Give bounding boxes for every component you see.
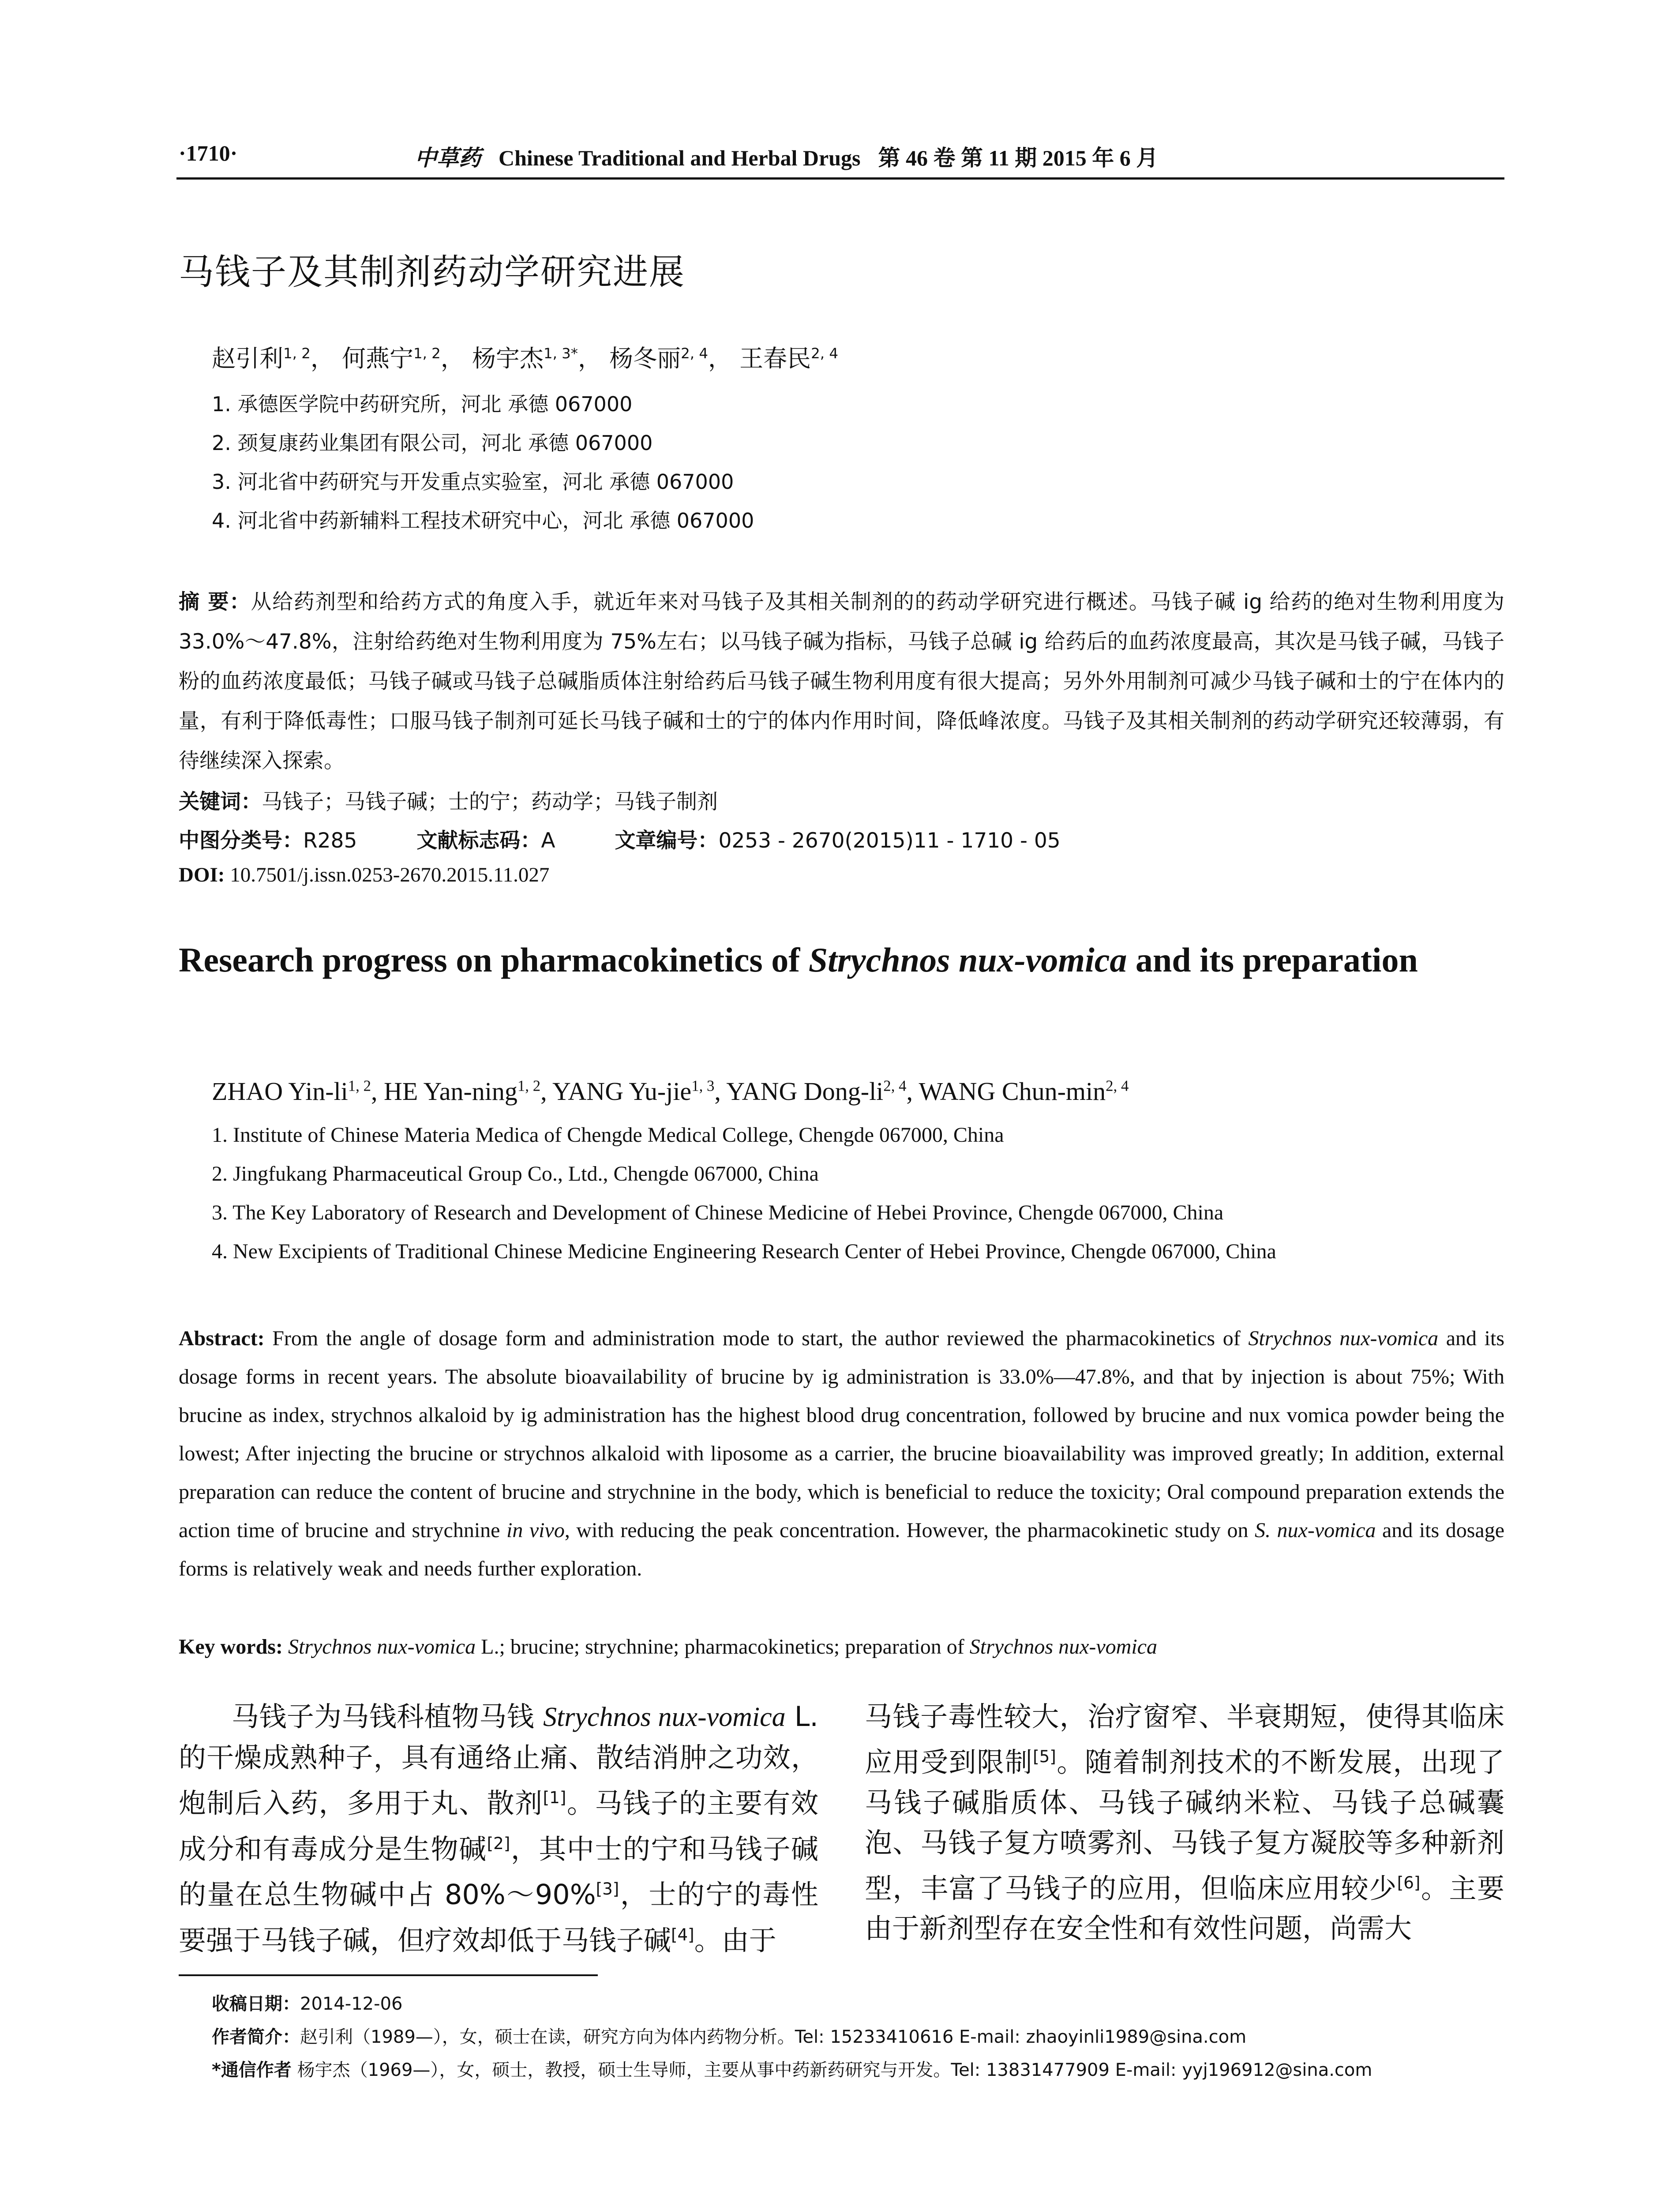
author-sep: ，	[708, 345, 732, 372]
cn-author-affil: 1, 2	[283, 345, 311, 362]
running-header	[415, 140, 1158, 172]
en-author-affil: 2, 4	[1106, 1077, 1129, 1095]
cn-author: 王春民	[739, 345, 811, 372]
clc-value: R285	[303, 829, 357, 853]
citation[interactable]: [6]	[1397, 1872, 1421, 1892]
citation[interactable]: [1]	[543, 1788, 566, 1807]
citation[interactable]: [5]	[1033, 1747, 1056, 1766]
articleno-label: 文章编号：	[615, 829, 719, 853]
cn-author: 杨宇杰	[472, 345, 544, 372]
received-date: 2014-12-06	[300, 1994, 403, 2014]
doi-label: DOI:	[179, 863, 225, 886]
corresponding-bio: 杨宇杰（1969—），女，硕士，教授，硕士生导师，主要从事中药新药研究与开发。Tel: 13831477909 E-mail: yyj196912@sina.com	[291, 2060, 1372, 2080]
cn-title: 马钱子及其制剂药动学研究进展	[179, 251, 685, 293]
en-affiliation: 1. Institute of Chinese Materia Medica of Chengde Medical College, Chengde 067000, China	[212, 1123, 1004, 1147]
doccode-value: A	[541, 829, 555, 853]
cn-author: 杨冬丽	[609, 345, 681, 372]
page-number: ·1710·	[179, 141, 238, 165]
cn-authors	[212, 340, 838, 374]
en-authors	[212, 1077, 1129, 1106]
footnote-author	[212, 2023, 1246, 2048]
received-label: 收稿日期：	[212, 1994, 300, 2014]
cn-keywords-text: 马钱子；马钱子碱；士的宁；药动学；马钱子制剂	[262, 790, 718, 814]
cn-affiliation: 3. 河北省中药研究与开发重点实验室，河北 承德 067000	[212, 470, 734, 494]
en-author-affil: 2, 4	[883, 1077, 907, 1095]
body-text: 马钱子毒性较大，治疗窗窄、半衰期短，使得其临床应用受到限制	[865, 1700, 1504, 1778]
cn-affiliation: 4. 河北省中药新辅料工程技术研究中心，河北 承德 067000	[212, 509, 754, 533]
author-sep: ，	[440, 345, 465, 372]
cn-affiliation: 2. 颈复康药业集团有限公司，河北 承德 067000	[212, 431, 653, 455]
corresponding-label: *通信作者	[212, 2060, 292, 2080]
citation[interactable]: [2]	[487, 1833, 510, 1853]
en-title-species: Strychnos nux-vomica	[808, 941, 1127, 979]
body-text: L. 的干燥成熟种子，具有通络止痛、散结消肿之功效，炮制后入药，多用于丸、散剂	[179, 1700, 818, 1820]
author-bio: 赵引利（1989—），女，硕士在读，研究方向为体内药物分析。Tel: 15233410616 E-mail: zhaoyinli1989@sina.com	[300, 2027, 1247, 2047]
body-text: 。由于	[694, 1924, 776, 1957]
cn-keywords	[179, 785, 718, 815]
body-column-right	[865, 1696, 1504, 1948]
en-keyword-species: Strychnos nux-vomica	[969, 1635, 1157, 1658]
author-sep: ，	[578, 345, 602, 372]
articleno-value: 0253 - 2670(2015)11 - 1710 - 05	[718, 829, 1061, 853]
en-author: YANG Dong-li	[726, 1077, 884, 1106]
doi-line	[179, 863, 549, 887]
en-abstract-species: Strychnos nux-vomica	[1248, 1327, 1439, 1350]
en-affiliation: 4. New Excipients of Traditional Chinese Medicine Engineering Research Center of Hebei Province, Chengde 067000, China	[212, 1240, 1276, 1263]
citation[interactable]: [3]	[596, 1879, 619, 1899]
en-abstract-text: and its dosage forms in recent years. The absolute bioavailability of brucine by ig administration is 33.0%—47.8%, and that by injection is about 75%; With brucine as index, strychnos alkaloid by ig administration has the highest blood drug concentration, followed by brucine and nux vomica powder being the lowest; After injecting the brucine or strychnos alkaloid with liposome as a carrier, the brucine bioavailability was improved greatly; In addition, external preparation can reduce the content of brucine and strychnine in the body, which is beneficial to reduce the toxicity; Oral compound preparation extends the action time of brucine and strychnine	[179, 1327, 1505, 1542]
body-text: 。主要由于新剂型存在安全性和有效性问题，尚需大	[865, 1872, 1504, 1945]
en-abstract-text: and its dosage forms is relatively weak and needs further exploration.	[179, 1519, 1504, 1580]
en-keyword-species: Strychnos nux-vomica	[288, 1635, 476, 1658]
footnote-rule	[179, 1974, 598, 1976]
author-sep: ,	[906, 1077, 919, 1106]
author-sep: ,	[371, 1077, 384, 1106]
cn-affiliation: 1. 承德医学院中药研究所，河北 承德 067000	[212, 392, 633, 416]
en-keywords	[179, 1635, 1157, 1659]
body-text: 马钱子为马钱科植物马钱	[232, 1700, 544, 1733]
doi-value: 10.7501/j.issn.0253-2670.2015.11.027	[230, 863, 550, 886]
cn-author-affil: 2, 4	[811, 345, 838, 362]
en-title-text: Research progress on pharmacokinetics of	[179, 941, 809, 979]
clc-label: 中图分类号：	[179, 829, 303, 853]
en-title-text: and its preparation	[1127, 941, 1418, 979]
en-affiliation: 3. The Key Laboratory of Research and Development of Chinese Medicine of Hebei Province, Chengde 067000, China	[212, 1201, 1224, 1224]
body-text: 。马钱子的主要有效成分和有毒成分是生物碱	[179, 1787, 818, 1865]
body-text: 。随着制剂技术的不断发展，出现了马钱子碱脂质体、马钱子碱纳米粒、马钱子总碱囊泡、马钱子复方喷雾剂、马钱子复方凝胶等多种新剂型，丰富了马钱子的应用，但临床应用较少	[865, 1746, 1504, 1905]
en-abstract-label: Abstract:	[179, 1327, 265, 1350]
doccode-label: 文献标志码：	[416, 829, 541, 853]
en-abstract-species: S. nux-vomica	[1255, 1519, 1376, 1542]
author-bio-label: 作者简介：	[212, 2027, 300, 2047]
cn-classification	[179, 824, 1061, 854]
footnote-received	[212, 1990, 402, 2015]
cn-abstract-label: 摘 要：	[179, 590, 251, 614]
en-author-affil: 1, 2	[517, 1077, 541, 1095]
en-affiliation: 2. Jingfukang Pharmaceutical Group Co., Ltd., Chengde 067000, China	[212, 1162, 819, 1186]
body-column-left	[179, 1696, 818, 1961]
body-text: ，其中士的宁和马钱子碱的量在总生物碱中占 80%～90%	[179, 1833, 818, 1911]
journal-issue: 第 46 卷 第 11 期 2015 年 6 月	[878, 146, 1159, 170]
en-author: YANG Yu-jie	[552, 1077, 692, 1106]
body-text: ，士的宁的毒性要强于马钱子碱，但疗效却低于马钱子碱	[179, 1878, 818, 1957]
cn-abstract-text: 从给药剂型和给药方式的角度入手，就近年来对马钱子及其相关制剂的的药动学研究进行概述。马钱子碱 ig 给药的绝对生物利用度为 33.0%～47.8%，注射给药绝对生物利用度为 75%左右；以马钱子碱为指标，马钱子总碱 ig 给药后的血药浓度最高，其次是马钱子碱，马钱子粉的血药浓度最低；马钱子碱或马钱子总碱脂质体注射给药后马钱子碱生物利用度有很大提高；另外外用制剂可减少马钱子碱和士的宁在体内的量，有利于降低毒性；口服马钱子制剂可延长马钱子碱和士的宁的体内作用时间，降低峰浓度。马钱子及其相关制剂的药动学研究还较薄弱，有待继续深入探索。	[179, 590, 1504, 773]
cn-author-affil: 1, 2	[413, 345, 441, 362]
en-abstract-text: From the angle of dosage form and administration mode to start, the author reviewed the pharmacokinetics of	[264, 1327, 1249, 1350]
en-author: HE Yan-ning	[383, 1077, 518, 1106]
author-sep: ,	[540, 1077, 552, 1106]
en-author-affil: 1, 2	[348, 1077, 371, 1095]
en-abstract-text: , with reducing the peak concentration. However, the pharmacokinetic study on	[564, 1519, 1255, 1542]
cn-author-affil: 2, 4	[681, 345, 708, 362]
en-abstract-italic: in vivo	[506, 1519, 565, 1542]
cn-author-affil: 1, 3*	[543, 345, 578, 362]
body-species: Strychnos nux-vomica	[543, 1702, 786, 1732]
en-author-affil: 1, 3	[691, 1077, 715, 1095]
author-sep: ，	[310, 345, 334, 372]
author-sep: ,	[714, 1077, 727, 1106]
en-keywords-text: L.; brucine; strychnine; pharmacokinetics; preparation of	[476, 1635, 970, 1658]
en-author: ZHAO Yin-li	[212, 1077, 348, 1106]
en-abstract	[179, 1319, 1504, 1588]
journal-en-name: Chinese Traditional and Herbal Drugs	[499, 146, 861, 170]
en-author: WANG Chun-min	[919, 1077, 1106, 1106]
cn-author: 何燕宁	[341, 345, 413, 372]
cn-abstract	[179, 582, 1504, 781]
footnote-corresponding	[212, 2056, 1372, 2081]
citation[interactable]: [4]	[671, 1925, 694, 1944]
en-title	[179, 935, 1502, 985]
en-keywords-label: Key words:	[179, 1635, 283, 1658]
cn-keywords-label: 关键词：	[179, 790, 262, 814]
cn-author: 赵引利	[212, 345, 283, 372]
journal-cn-logo: 中草药	[415, 146, 481, 170]
header-rule	[176, 177, 1504, 180]
